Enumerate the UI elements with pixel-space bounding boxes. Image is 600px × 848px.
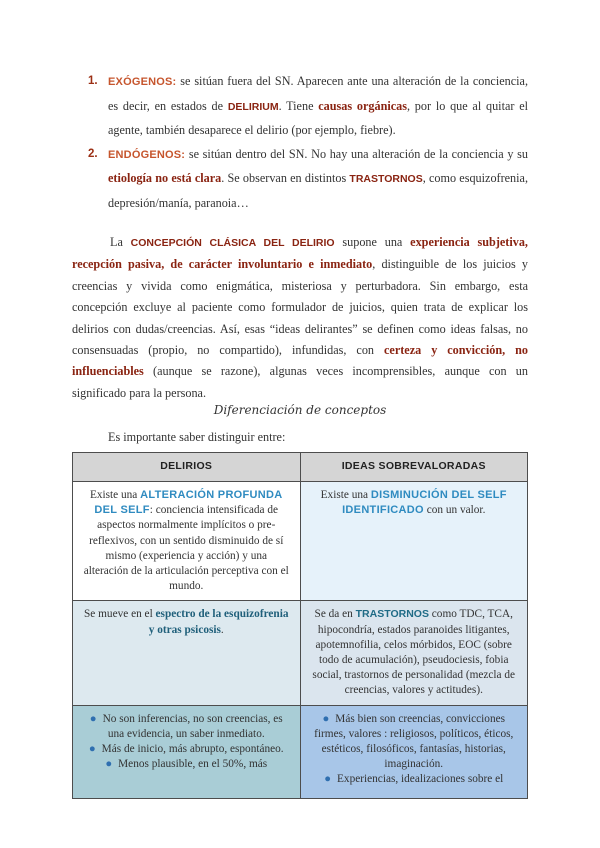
- column-header-ideas: IDEAS SOBREVALORADAS: [300, 453, 528, 482]
- keyword: CONCEPCIÓN CLÁSICA DEL DELIRIO: [130, 237, 335, 249]
- cell-text: Existe una: [320, 489, 371, 501]
- table-cell: [73, 601, 301, 705]
- cell-text: Existe una: [89, 489, 141, 501]
- list-item: [311, 712, 518, 773]
- keyword: TRASTORNOS: [349, 173, 423, 186]
- cell-text: .: [220, 623, 224, 636]
- table-cell: [73, 705, 301, 798]
- column-header-delirios: DELIRIOS: [73, 453, 301, 482]
- bullet-icon: ●: [88, 743, 96, 756]
- bullet-icon: ●: [89, 712, 97, 725]
- bullet-list: [301, 706, 528, 788]
- keyword: TRASTORNOS: [355, 608, 429, 621]
- para-text: (aunque se razone), algunas veces incomprensibles, aunque con un significado para la persona.: [72, 364, 528, 400]
- table-cell: [300, 482, 528, 601]
- list-heading: ENDÓGENOS:: [108, 148, 186, 161]
- concept-paragraph: [72, 232, 528, 404]
- list-item: [83, 742, 290, 757]
- intro-text: Es importante saber distinguir entre:: [108, 430, 286, 444]
- list-item: [83, 757, 290, 772]
- list-text: se sitúan dentro del SN. No hay una alteración de la conciencia y su: [185, 146, 528, 161]
- list-item: [72, 70, 528, 143]
- para-text: supone una: [334, 235, 411, 249]
- cell-text: : conciencia intensificada de aspectos normalmente implícitos o pre-reflexivos, con un sentido disminuido de sí mismo (experiencia y acción) y una alteración de la articulación perceptiva con el mundo.: [83, 504, 289, 593]
- bullet-icon: ●: [105, 758, 113, 771]
- table-cell: [300, 601, 528, 705]
- table-cell: [300, 705, 528, 798]
- cell-text: con un valor.: [423, 504, 486, 517]
- list-item: [311, 772, 518, 787]
- bullet-text: Más bien son creencias, convicciones firmes, valores : religiosos, políticos, éticos, estéticos, filosóficos, fantasías, historias, imaginación.: [314, 712, 514, 771]
- keyword: ALTERACIÓN PROFUNDA DEL SELF: [94, 489, 283, 517]
- keyword: espectro de la esquizofrenia y otras psicosis: [148, 608, 289, 636]
- cell-text: como TDC, TCA, hipocondría, estados paranoides litigantes, apotemnofilia, celos mórbidos, EOC (sobre todo de acumulación), pseudociesis, fobia social, trastornos de personalidad (mezcla de creencias, valores y actitudes).: [312, 608, 516, 697]
- list-heading: EXÓGENOS:: [108, 76, 177, 88]
- para-text: La: [110, 235, 131, 249]
- bullet-text: No son inferencias, no son creencias, es una evidencia, un saber inmediato.: [102, 712, 283, 740]
- list-text: . Tiene: [278, 98, 319, 113]
- bullet-icon: ●: [324, 773, 332, 786]
- section-subtitle: Diferenciación de conceptos: [213, 403, 387, 417]
- list-text: , por lo que al quitar el agente, también desaparece el delirio (por ejemplo, fiebre).: [108, 98, 528, 138]
- bullet-text: Experiencias, idealizaciones sobre el: [337, 773, 504, 786]
- keyword: causas orgánicas: [318, 98, 407, 113]
- table-cell: [73, 482, 301, 601]
- bullet-text: Más de inicio, más abrupto, espontáneo.: [101, 743, 284, 756]
- keyword: experiencia subjetiva, recepción pasiva, de carácter involuntario e inmediato: [72, 235, 528, 272]
- list-number: 1.: [88, 75, 98, 87]
- list-text: se sitúan fuera del SN. Aparecen ante una alteración de la conciencia, es decir, en estados de: [108, 74, 528, 113]
- bullet-list: [73, 706, 300, 773]
- bullet-text: Menos plausible, en el 50%, más: [118, 758, 268, 771]
- list-text: . Se observan en distintos: [221, 171, 350, 186]
- list-text: , como esquizofrenia, depresión/manía, paranoia…: [108, 171, 528, 210]
- keyword: DELIRIUM: [227, 100, 279, 113]
- cell-text: Se da en: [314, 608, 356, 621]
- list-item: [83, 712, 290, 742]
- comparison-table: [72, 452, 528, 799]
- keyword: DISMINUCIÓN DEL SELF IDENTIFICADO: [342, 489, 507, 517]
- keyword: etiología no está clara: [108, 171, 222, 186]
- types-list: [72, 70, 528, 216]
- list-item: [72, 143, 528, 216]
- list-number: 2.: [88, 147, 98, 160]
- bullet-icon: ●: [322, 712, 330, 725]
- cell-text: Se mueve en el: [84, 608, 156, 621]
- para-text: , distinguible de los juicios y creencias y vivida como enigmática, misteriosa y perturbadora. Sin embargo, esta concepción excluye al paciente como formulador de juicios, quien trata de explicar los delirios con dudas/creencias. Así, esas “ideas delirantes” se definen como ideas falsas, no consensuadas (propio, no compartido), infundidas, con: [72, 257, 528, 358]
- keyword: certeza y convicción, no influenciables: [72, 343, 528, 379]
